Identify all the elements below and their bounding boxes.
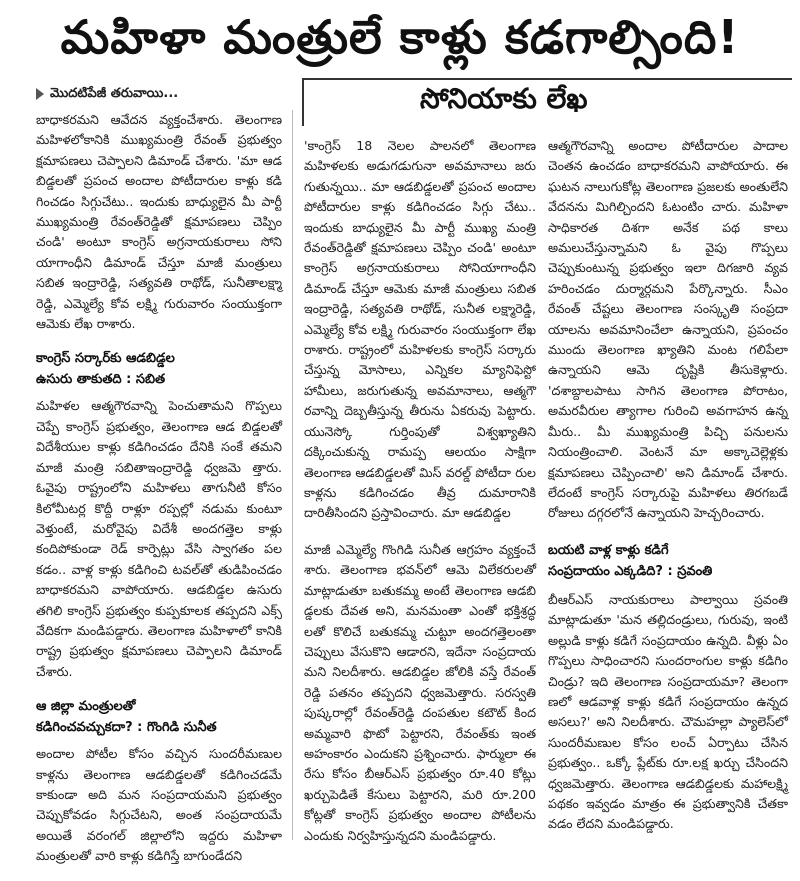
kicker (36, 86, 296, 104)
column-divider (292, 110, 293, 840)
col1-section-head-2-line1: ఆ జిల్లా మంత్రులతో (36, 699, 136, 715)
kicker-text: మొదటిపేజీ తరువాయి... (50, 86, 179, 101)
subhead: సోనియాకు లేఖ (420, 82, 588, 115)
col3-section-head-line2: సంప్రదాయం ఎక్కడిది? : స్రవంతి (548, 564, 713, 579)
col1-section-head-1 (36, 348, 282, 390)
col3-bottom-text: బీఆర్‌ఎస్ నాయకురాలు పాల్వాయి స్రవంతి మాట్లాడుతూ 'మన తల్లిదండ్రులు, గురువు, ఇంటి అల్లుడి కాళ్లు కడిగే సంప్రదాయం ఉన్నది. వీళ్లు ఏం గొప్పలు సాధించారని సుందరాంగుల కాళ్లు కడిగిం చిండ్రు? ఇది తెలంగాణ సంప్రదాయమా? తెలంగా ణలో ఆడవాళ్ల కాళ్లు కడిగే సంప్రదాయం ఉన్నద అసలు?' అని నిలదీశారు. చౌమహల్లా ప్యాలెస్‌లో సుందరీమణుల కోసం లంచ్ ఏర్పాటు చేసిన ప్రభుత్వం.. ఒక్కో ప్లేట్‌కు రూ.లక్ష ఖర్చు చేసిందని ధ్వజమెత్తారు. తెలంగాణ ఆడబిడ్డలకు మహాలక్ష్మి పథకం ఇవ్వడం మాత్రం ఈ ప్రభుత్వానికి చేతకా వడం లేదని మండిపడ్డారు. (548, 592, 788, 832)
col1-section-head-1-line2: ఉసురు తాకుతది : సబిత (36, 372, 166, 388)
column-left (36, 110, 282, 867)
col3-top-text: ఆత్మగౌరవాన్ని అందాల పోటీదారుల పాదాల చెంతన ఉంచడం బాధాకరమని వాపోయారు. ఈ ఘటన నాలుగుకోట్ల తెలంగాణ ప్రజలకు అంతులేని వేదనను మిగిల్చిందని ఓటంటిం చారు. మహిళా సాధికారత దిశగా అనేక పథ కాలు అమలుచేస్తున్నామని ఓ వైపు గొప్పలు చెప్పుకుంటున్న ప్రభుత్వం ఇలా దిగజారి వ్యవ హరించడం దుర్మార్గమని పేర్కొన్నారు. సీఎం రేవంత్ చేష్టలు తెలంగాణ సంస్కృతి సంప్రదా యాలను అవమానించేలా ఉన్నాయని, ప్రపంచం ముందు తెలంగాణ ఖ్యాతిని మంట గలిపేలా ఉన్నాయని ఆమె దృష్టికి తీసుకెళ్లారు. 'దశాబ్దాలపాటు సాగిన తెలంగాణ పోరాటం, అమరవీరుల త్యాగాల గురించి అవగాహన ఉన్న మీరు.. మీ ముఖ్యమంత్రి పిచ్చి పనులను నియంత్రించాలి. వెంటనే మా అక్కాచెల్లెళ్లకు క్షమాపణలు చెప్పించాలి' అని డిమాండ్ చేశారు. లేదంటే కాంగ్రెస్ సర్కారుపై మహిళలు తిరగబడే రోజులు దగ్గరలోనే ఉన్నాయని హెచ్చరించారు. (548, 138, 788, 521)
arrow-icon (36, 88, 44, 100)
col1-section-head-2 (36, 696, 282, 738)
headline: మహిళా మంత్రులే కాళ్లు కడగాల్సింది! (60, 10, 740, 64)
column-middle-bottom (304, 540, 536, 846)
column-right-top (548, 136, 788, 524)
col1-body-2: అందాల పోటీల కోసం వచ్చిన సుందరీమణుల కాళ్లను తెలంగాణ ఆడబిడ్డలతో కడిగించడమే కాకుండా అది మన సంప్రదాయమని ప్రభుత్వం చెప్పుకోవడం సిగ్గుచేటని, అంత సంప్రదాయమే అయితే వరంగల్ జిల్లాలోని ఇద్దరు మహిళా మంత్రులతో వారి కాళ్లు కడిగిస్తే బాగుండేదని (36, 746, 282, 864)
column-right-bottom (548, 540, 788, 835)
col2-top-text: 'కాంగ్రెస్ 18 నెలల పాలనలో తెలంగాణ మహిళలకు అడుగడుగునా అవమానాలు జరు గుతున్నయి.. మా ఆడబిడ్డలతో ప్రపంచ అందాల పోటీదారుల కాళ్లు కడిగించడం సిగ్గు చేటు.. ఇందుకు బాధ్యులైన మీ పార్టీ ముఖ్య మంత్రి రేవంత్‌రెడ్డితో క్షమాపణలు చెప్పిం చండి' అంటూ కాంగ్రెస్ అగ్రనాయకురాలు సోనియాగాంధీని డిమాండ్ చేస్తూ ఆమెకు మాజీ మంత్రులు సబిత ఇంద్రారెడ్డి, సత్యవతి రాథోడ్, సునీత లక్ష్మారెడ్డి, ఎమ్మెల్యే కోవ లక్ష్మి గురువారం సంయుక్తంగా లేఖ రాశారు. రాష్ట్రంలో మహిళలకు కాంగ్రెస్ సర్కారు చేస్తున్న మోసాలు, ఎన్నికల మ్యానిఫెస్టో హామీలు, జరుగుతున్న అవమానాలు, ఆత్మగౌ రవాన్ని దెబ్బతీస్తున్న తీరును ఏకరువు పెట్టారు. యునెస్కో గుర్తింపుతో విశ్వఖ్యాతిని దక్కించుకున్న రామప్ప ఆలయం సాక్షిగా తెలంగాణ ఆడబిడ్డలతో మిస్ వరల్డ్ పోటీదా రుల కాళ్లను కడిగించడం తీవ్ర దుమారానికి దారితీసిందని ప్రస్తావించారు. మా ఆడబిడ్డల (304, 138, 536, 521)
col3-section-head-line1: బయటి వాళ్ల కాళ్లు కడిగే (548, 543, 669, 558)
col2-bottom-text: మాజీ ఎమ్మెల్యే గొంగిడి సునీత ఆగ్రహం వ్యక్తంచే శారు. తెలంగాణ భవన్‌లో ఆమె విలేకరులతో మాట్లాడుతూ బతుకమ్మ అంటే తెలంగాణ ఆడబి డ్డలకు దేవత అని, మనమంతా ఎంతో భక్తిశ్రద్ధ లతో కొలిచే బతుకమ్మ చుట్టూ అందగత్తెలంతా చెప్పులు వేసుకొని ఆడారని, ఇదేనా సంప్రదాయ మని నిలదీశారు. ఆడబిడ్డల జోలికి వస్తే రేవంత్ రెడ్డి పతనం తప్పదని ధ్వజమెత్తారు. సరస్వతి పుష్కరాల్లో రేవంత్‌రెడ్డి దంపతుల కటౌట్ కింద అమ్మవారి ఫొటో పెట్టారని, రేవంత్‌కు ఇంత అహంకారం ఎందుకని ప్రశ్నించారు. ఫార్ములా ఈ రేసు కోసం బీఆర్‌ఎస్ ప్రభుత్వం రూ.40 కోట్లు ఖర్చుపెడితే కేసులు పెట్టారని, మరి రూ.200 కోట్లతో కాంగ్రెస్ ప్రభుత్వం అందాల పోటీలను ఎందుకు నిర్వహిస్తున్నదని మండిపడ్డారు. (304, 542, 536, 843)
col1-section-head-2-line2: కడిగించవచ్చుకదా? : గొంగిడి సునీత (36, 720, 217, 736)
col1-body-1: మహిళల ఆత్మగౌరవాన్ని పెంచుతామని గొప్పలు చెప్పే కాంగ్రెస్ ప్రభుత్వం, తెలంగాణ ఆడ బిడ్డలతో విదేశీయుల కాళ్లు కడిగించడం దేనికి సంకే తమని మాజీ మంత్రి సబితాఇంద్రారెడ్డి ధ్వజమె త్తారు. ఓవైపు రాష్ట్రంలోని మహిళలు తాగునీటి కోసం కిలోమీటర్ల కొద్దీ రాళ్లూ రప్పల్లో నడుమ కుంటూ వెళ్తుంటే, మరోవైపు విదేశీ అందగత్తెల కాళ్లు కందిపోకుండా రెడ్ కార్పెట్లు వేసి స్వాగతం పల కడం.. వాళ్ల కాళ్లు కడిగించి టవల్‌తో తుడిపించడం బాధాకరమని వాపోయారు. ఆడబిడ్డల ఉసురు తగిలి కాంగ్రెస్ ప్రభుత్వం కుప్పకూలక తప్పదని ఎక్స్ వేదికగా మండిపడ్డారు. తెలంగాణ మహిళాలో కానికి రాష్ట్ర ప్రభుత్వం క్షమాపణలు చెప్పాలని డిమాండ్ చేశారు. (36, 398, 282, 679)
column-middle-top (304, 136, 536, 524)
col3-section-head (548, 540, 788, 582)
col1-intro: బాధాకరమని ఆవేదన వ్యక్తంచేశారు. తెలంగాణ మహిళలోకానికి ముఖ్యమంత్రి రేవంత్ ప్రభుత్వం క్షమాపణలు చెప్పాలని డిమాండ్ చేశారు. 'మా ఆడ బిడ్డలతో ప్రపంచ అందాల పోటీదారుల కాళ్లు కడి గించడం సిగ్గుచేటు.. ఇందుకు బాధ్యులైన మీ పార్టీ ముఖ్యమంత్రి రేవంత్‌రెడ్డితో క్షమాపణలు చెప్పిం చండి' అంటూ కాంగ్రెస్ అగ్రనాయకురాలు సోని యాగాంధీని డిమాండ్ చేస్తూ మాజీ మంత్రులు సబిత ఇంద్రారెడ్డి, సత్యవతి రాథోడ్, సునీతాలక్ష్మా రెడ్డి, ఎమ్మెల్యే కోవ లక్ష్మి గురువారం సంయుక్తంగా ఆమెకు లేఖ రాశారు. (36, 112, 282, 332)
col1-section-head-1-line1: కాంగ్రెస్ సర్కార్‌కు ఆడబిడ్డల (36, 351, 175, 367)
